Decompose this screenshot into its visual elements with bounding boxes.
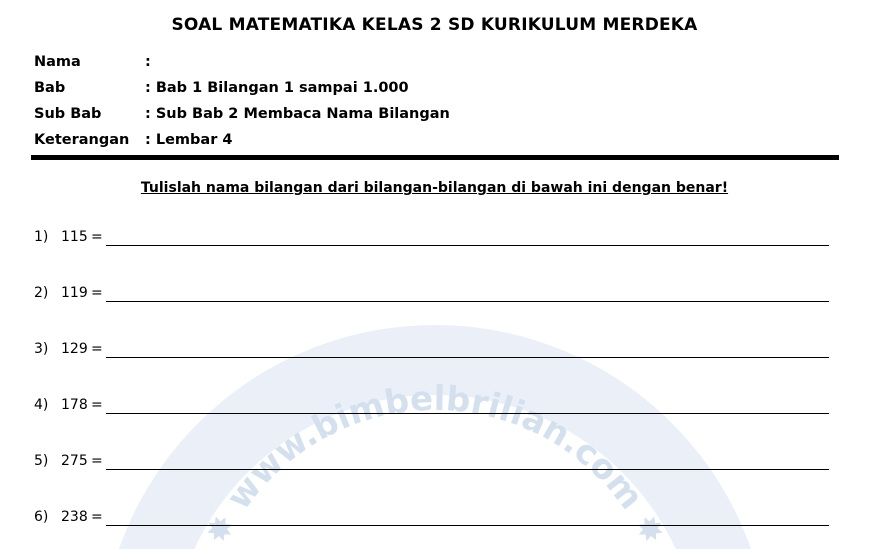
answer-line[interactable]: [106, 357, 829, 358]
equals-sign: =: [91, 285, 103, 301]
answer-line[interactable]: [106, 525, 829, 526]
info-value: : Sub Bab 2 Membaca Nama Bilangan: [145, 106, 450, 122]
page-title: SOAL MATEMATIKA KELAS 2 SD KURIKULUM MERDEKA: [171, 15, 698, 35]
question-number: 4): [34, 397, 49, 413]
question-number: 5): [34, 453, 49, 469]
svg-text:✸ www.bimbelbrilian.com ✸: ✸ www.bimbelbrilian.com ✸: [196, 378, 674, 549]
question-row: [34, 453, 829, 475]
question-row: [34, 285, 829, 307]
info-value: : Lembar 4: [145, 132, 233, 148]
question-value: 178: [61, 397, 88, 413]
info-value: : Bab 1 Bilangan 1 sampai 1.000: [145, 80, 409, 96]
info-label: Bab: [34, 80, 66, 96]
info-label: Nama: [34, 54, 81, 70]
question-row: [34, 509, 829, 531]
question-row: [34, 397, 829, 419]
equals-sign: =: [91, 509, 103, 525]
question-number: 1): [34, 229, 49, 245]
info-value: :: [145, 54, 151, 70]
answer-line[interactable]: [106, 413, 829, 414]
question-number: 2): [34, 285, 49, 301]
answer-line[interactable]: [106, 245, 829, 246]
equals-sign: =: [91, 397, 103, 413]
question-row: [34, 341, 829, 363]
info-label: Sub Bab: [34, 106, 102, 122]
header-divider: [31, 155, 839, 160]
answer-line[interactable]: [106, 469, 829, 470]
equals-sign: =: [91, 453, 103, 469]
question-value: 238: [61, 509, 88, 525]
answer-line[interactable]: [106, 301, 829, 302]
instruction: Tulislah nama bilangan dari bilangan-bilangan di bawah ini dengan benar!: [140, 180, 729, 196]
question-row: [34, 229, 829, 251]
question-number: 3): [34, 341, 49, 357]
question-value: 119: [61, 285, 88, 301]
question-value: 129: [61, 341, 88, 357]
equals-sign: =: [91, 341, 103, 357]
info-label: Keterangan: [34, 132, 130, 148]
question-number: 6): [34, 509, 49, 525]
question-value: 115: [61, 229, 88, 245]
equals-sign: =: [91, 229, 103, 245]
question-value: 275: [61, 453, 88, 469]
